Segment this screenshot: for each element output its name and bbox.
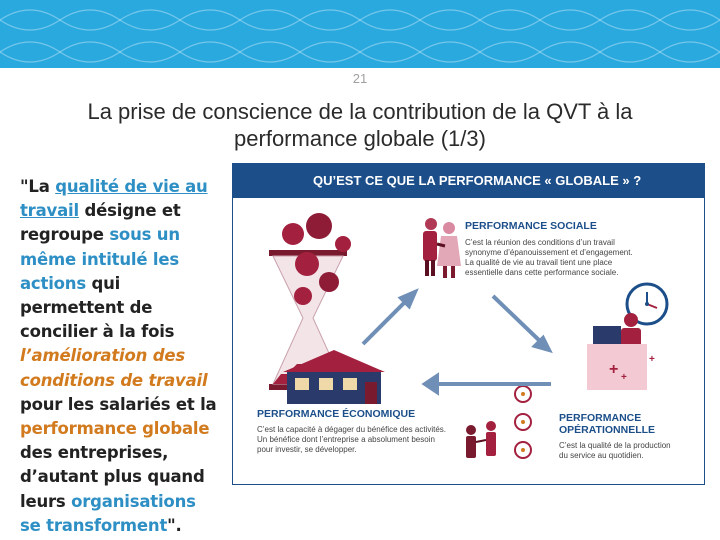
text-sociale-4: essentielle dans cette performance sociale. — [465, 268, 619, 277]
handshake-people-icon — [423, 218, 461, 278]
quote-text: ". — [167, 515, 182, 535]
global-performance-infographic — [232, 163, 705, 485]
quote-highlight-actions: sous un même intitulé les actions — [20, 225, 180, 293]
quote-text: "La — [20, 177, 56, 196]
top-banner — [0, 0, 720, 68]
quote-text: des entreprises, d’autant plus quand leurs — [20, 443, 205, 511]
svg-text:+: + — [649, 354, 655, 365]
quote-highlight-organisations: organisations se transforment — [20, 491, 196, 535]
walking-people-icon — [466, 421, 496, 458]
text-operationnelle-1: C’est la qualité de la production — [559, 441, 671, 450]
slide-title: La prise de conscience de la contribution de la QVT à la performance globale (1/3) — [87, 99, 633, 151]
infographic-title: QU’EST CE QUE LA PERFORMANCE « GLOBALE » ? — [313, 173, 642, 188]
label-performance-sociale: PERFORMANCE SOCIALE — [465, 220, 597, 232]
label-performance-operationnelle-2: OPÉRATIONNELLE — [559, 424, 656, 436]
text-operationnelle-2: du service au quotidien. — [559, 451, 644, 460]
text-economique-2: Un bénéfice dont l’entreprise a absolument besoin — [257, 435, 435, 444]
text-economique-3: pour investir, se développer. — [257, 445, 357, 454]
quote-text: désigne et regroupe — [20, 201, 181, 245]
cycle-arrows — [363, 292, 551, 392]
slide-number: 21 — [352, 71, 368, 86]
text-economique-1: C’est la capacité à dégager du bénéfice des activités. — [257, 425, 447, 434]
quote-highlight-performance: performance globale — [20, 419, 210, 439]
quote-highlight-qvt: qualité de vie au travail — [20, 177, 208, 221]
svg-text:+: + — [609, 361, 619, 378]
label-performance-economique: PERFORMANCE ÉCONOMIQUE — [257, 408, 416, 420]
quote-text: pour les salariés et la — [20, 394, 217, 414]
definition-quote — [20, 175, 220, 538]
text-sociale-2: synonyme d’épanouissement et d’engagement. — [465, 248, 633, 257]
text-sociale-3: La qualité de vie au travail tient une place — [465, 258, 613, 267]
quote-text: qui permettent de concilier à la fois — [20, 273, 175, 342]
small-clocks-icon — [515, 386, 531, 458]
quote-highlight-conditions: l’amélioration des conditions de travail — [20, 346, 208, 390]
svg-text:+: + — [621, 372, 627, 383]
label-performance-operationnelle-1: PERFORMANCE — [559, 412, 642, 424]
wave-pattern — [0, 0, 720, 68]
text-sociale-1: C’est la réunion des conditions d’un travail — [465, 238, 615, 247]
